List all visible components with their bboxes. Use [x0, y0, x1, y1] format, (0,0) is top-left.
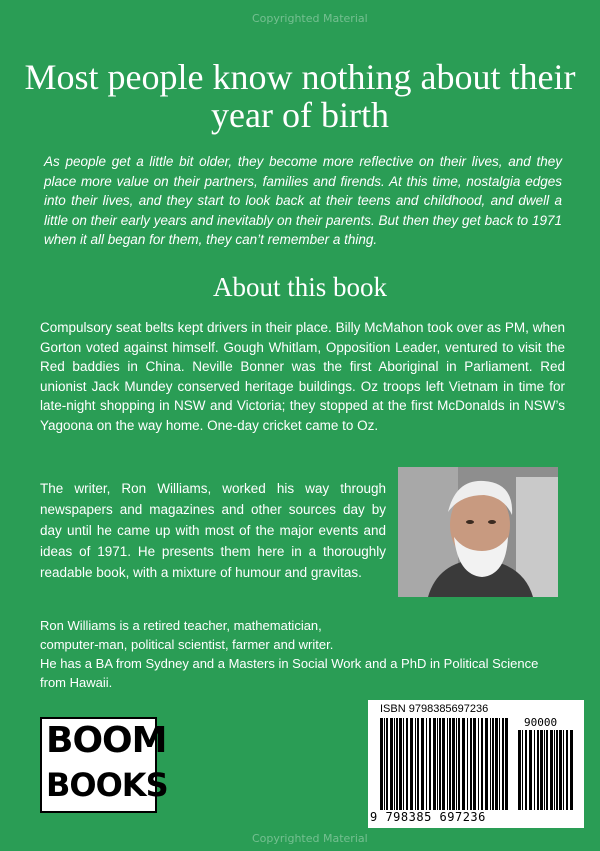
- about-paragraph: Compulsory seat belts kept drivers in their place. Billy McMahon took over as PM, when Gorton voted against himself. Gough Whitlam, Opposition Leader, ventured to visit the Red baddies in China. Neville Bonner was the first Aboriginal in Parliament. Red unionist Jack Mundey conserved heritage buildings. Oz troops left Vietnam in time for late-night shopping in NSW and Victoria; they stopped at the first McDonalds in NSW’s Yagoona on the way home. One-day cricket came to Oz.: [40, 320, 565, 433]
- about-heading: About this book: [212, 272, 387, 302]
- cover-title: Most people know nothing about their year of birth: [24, 57, 576, 135]
- isbn-barcode: [368, 700, 584, 828]
- isbn-label: ISBN 9798385697236: [380, 703, 489, 715]
- watermark-bottom: Copyrighted Material: [252, 832, 368, 845]
- intro-paragraph: As people get a little bit older, they become more reflective on their lives, and they place more value on their partners, families and firends. At this time, nostalgia edges into their lives, and they start to look back at their teens and childhood, and dwell a little on their early years and inevitably on their parents. But then they get back to 1971 when it all began for them, they can’t remember a thing.: [44, 154, 562, 247]
- author-bio: [40, 616, 565, 692]
- author-photo: [398, 467, 558, 597]
- logo-line-1: BOOM: [46, 720, 167, 761]
- writer-paragraph: The writer, Ron Williams, worked his way through newspapers and magazines and other sources day by day until he came up with most of the major events and ideas of 1971. He presents them here in a thoroughly readable book, with a mixture of humour and gravitas.: [40, 481, 386, 580]
- logo-line-2: BOOKS: [46, 766, 168, 804]
- bio-line-2: computer-man, political scientist, farmer and writer.: [40, 637, 334, 652]
- bio-line-1: Ron Williams is a retired teacher, mathematician,: [40, 618, 322, 633]
- bio-line-3: He has a BA from Sydney and a Masters in Social Work and a PhD in Political Science from Hawaii.: [40, 656, 539, 690]
- barcode-digits: 9 798385 697236: [370, 810, 486, 824]
- barcode-bars: [380, 718, 508, 810]
- publisher-logo: [40, 717, 168, 813]
- barcode-addon-number: 90000: [524, 716, 558, 729]
- barcode-addon-bars: [518, 730, 574, 810]
- watermark-top: Copyrighted Material: [252, 12, 368, 25]
